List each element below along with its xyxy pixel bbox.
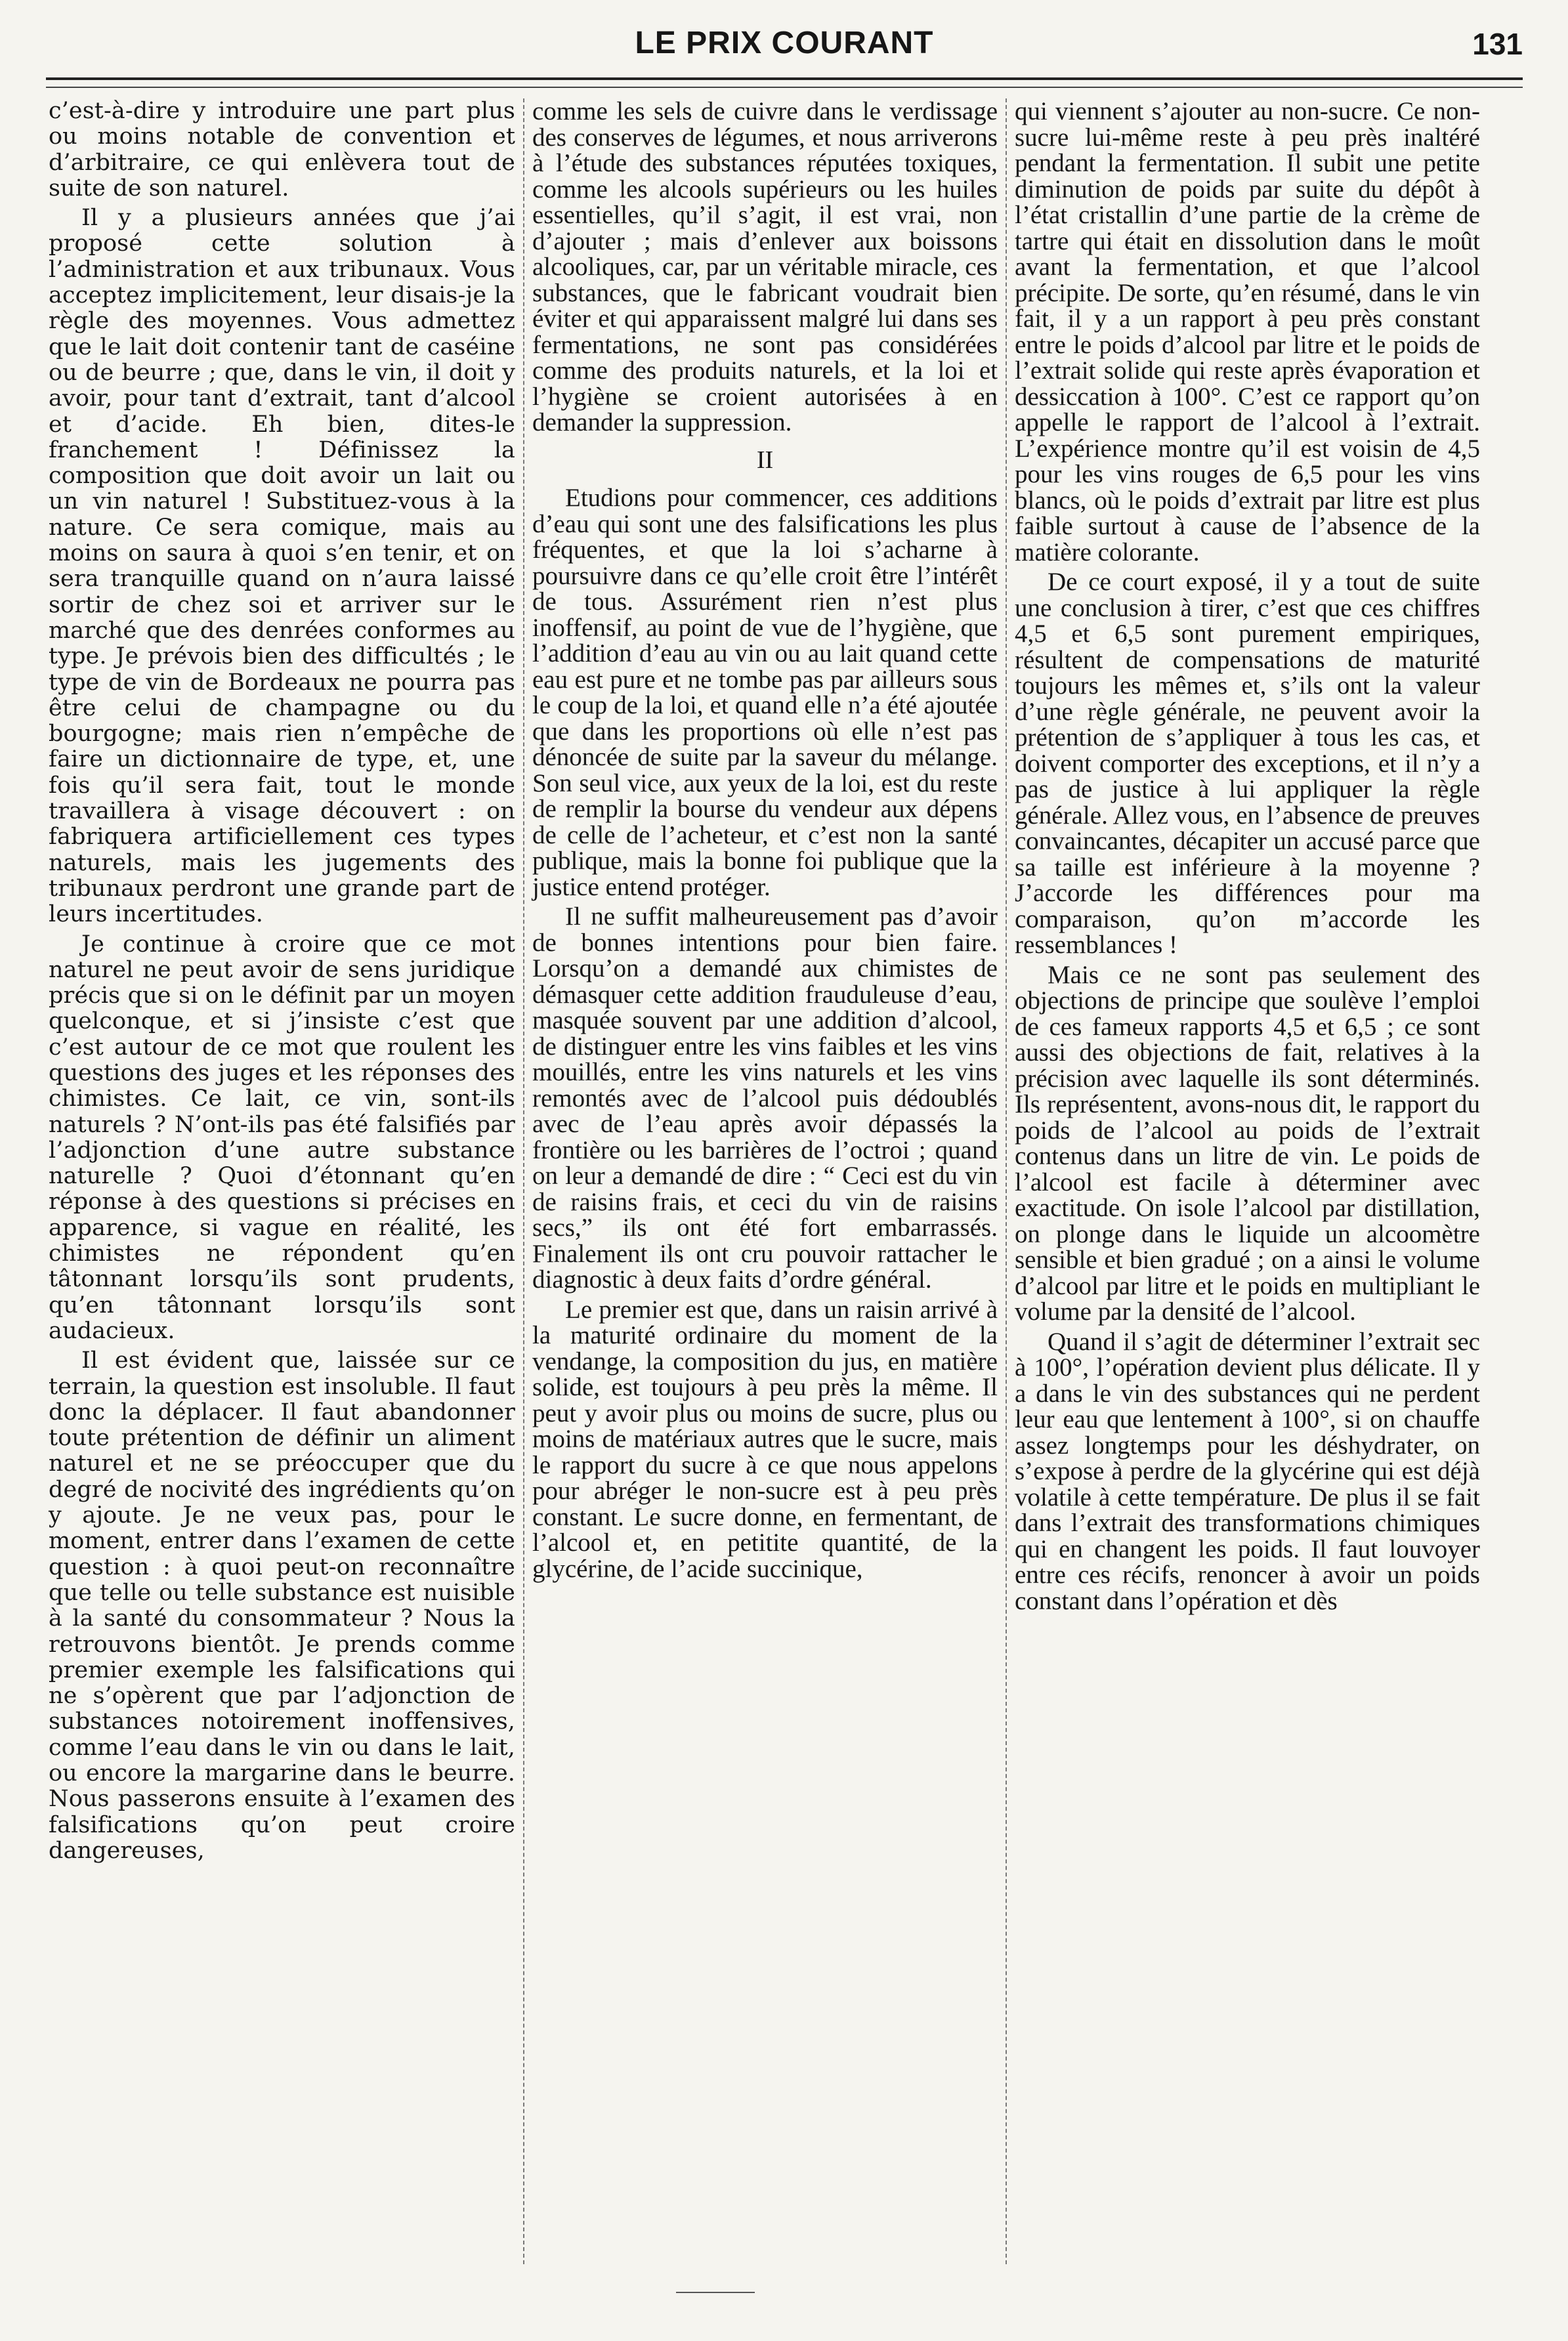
paragraph: Le premier est que, dans un raisin arrivé à la maturité ordinaire du moment de la vendange, la composition du jus, en matière solide, est toujours à peu près la même. Il peut y avoir plus ou moins de sucre, plus ou moins de matériaux autres que le sucre, mais le rapport du sucre à ce que nous appelons pour abréger le non-sucre est à peu près constant. Le sucre donne, en fermentant, de l’alcool et, en petitite quantité, de la glycérine, de l’acide succinique, <box>532 1295 998 1583</box>
paragraph: Quand il s’agit de déterminer l’extrait sec à 100°, l’opération devient plus délicate. Il y a dans le vin des substances qui ne perdent leur eau que lentement à 100°, si on chauffe assez longtemps pour les déshydrater, on s’expose à perdre de la glycérine qui est déjà volatile à cette température. De plus il se fait dans l’extrait des transformations chimiques qui en changent les poids. Il faut louvoyer entre ces récifs, renoncer à avoir un poids constant dans l’opération et dès <box>1015 1327 1480 1615</box>
paragraph: Etudions pour commencer, ces additions d’eau qui sont une des falsifications les plus fréquentes, et que la loi s’acharne à poursuivre dans ce qu’elle croit être l’intérêt de tous. Assurément rien n’est plus inoffensif, au point de vue de l’hygiène, que l’addition d’eau au vin ou au lait quand cette eau est pure et ne tombe pas par ailleurs sous le coup de la loi, et quand elle n’a été ajoutée que dans les proportions où elle n’est pas dénoncée de suite par la saveur du mélange. Son seul vice, aux yeux de la loi, est du reste de remplir la bourse du vendeur aux dépens de celle de l’acheteur, et c’est non la santé publique, mais la bonne foi publique que la justice entend protéger. <box>532 484 998 901</box>
page-header <box>46 18 1523 77</box>
footer-rule <box>676 2292 755 2293</box>
paragraph: comme les sels de cuivre dans le verdissage des conserves de légumes, et nous arriverons à l’étude des substances réputées toxiques, comme les alcools supérieurs ou les huiles essentielles, qu’il s’agit, il est vrai, non d’ajouter ; mais d’enlever aux boissons alcooliques, car, par un véritable miracle, ces substances, que le fabricant voudrait bien éviter et qui apparaissent malgré lui dans ses fermentations, ne sont pas considérées comme des produits naturels, et la loi et l’hygiène se croient autorisées à en demander la suppression. <box>532 98 998 436</box>
text-columns <box>41 98 1527 2264</box>
paragraph: De ce court exposé, il y a tout de suite une conclusion à tirer, c’est que ces chiffres 4,5 et 6,5 sont purement empiriques, résultent de compensations de maturité toujours les mêmes et, s’ils ont la valeur d’une règle générale, ne peuvent avoir la prétention de s’appliquer à tous les cas, et doivent comporter des exceptions, et il n’y a pas de justice à lui appliquer la règle générale. Allez vous, en l’absence de preuves convaincantes, décapiter un accusé parce que sa taille est inférieure à la moyenne ? J’accorde les différences pour ma comparaison, qu’on m’accorde les ressemblances ! <box>1015 568 1480 959</box>
paragraph: Il ne suffit malheureusement pas d’avoir de bonnes intentions pour bien faire. Lorsqu’on a demandé aux chimistes de démasquer cette addition frauduleuse d’eau, masquée souvent par une addition d’alcool, de distinguer entre les vins faibles et les vins mouillés, entre les vins naturels et les vins remontés avec de l’alcool puis dédoublés avec de l’eau après avoir dépassés la frontière ou les barrières de l’octroi ; quand on leur a demandé de dire : “ Ceci est du vin de raisins frais, et ceci du vin de raisins secs,” ils ont été fort embarrassés. Finalement ils ont cru pouvoir rattacher le diagnostic à deux faits d’ordre général. <box>532 902 998 1294</box>
header-rule-thick <box>46 77 1523 80</box>
column-1 <box>41 98 523 2264</box>
paragraph: Il est évident que, laissée sur ce terrain, la question est insoluble. Il faut donc la déplacer. Il faut abandonner toute prétention de définir un aliment naturel et ne se préoccuper que du degré de nocivité des ingrédients qu’on y ajoute. Je ne veux pas, pour le moment, entrer dans l’examen de cette question : à quoi peut-on reconnaître que telle ou telle substance est nuisible à la santé du consommateur ? Nous la retrouvons bientôt. Je prends comme premier exemple les falsifications qui ne s’opèrent que par l’adjonction de substances notoirement inoffensives, comme l’eau dans le vin ou dans le lait, ou encore la margarine dans le beurre. Nous passerons ensuite à l’examen des falsifications qu’on peut croire dangereuses, <box>49 1347 515 1864</box>
paragraph: c’est-à-dire y introduire une part plus ou moins notable de convention et d’arbitraire, ce qui enlèvera tout de suite de son naturel. <box>49 98 515 201</box>
paragraph: qui viennent s’ajouter au non-sucre. Ce non-sucre lui-même reste à peu près inaltéré pendant la fermentation. Il subit une petite diminution de poids par suite du dépôt à l’état cristallin d’une partie de la crème de tartre qui était en dissolution dans le moût avant la fermentation, et que l’alcool précipite. De sorte, qu’en résumé, dans le vin fait, il y a un rapport à peu près constant entre le poids d’alcool par litre et le poids de l’extrait solide qui reste après évaporation et dessiccation à 100°. C’est ce rapport qu’on appelle le rapport de l’alcool à l’extrait. L’expérience montre qu’il est voisin de 4,5 pour les vins rouges de 6,5 pour les vins blancs, où le poids d’extrait par litre est plus faible surtout à cause de l’absence de la matière colorante. <box>1015 98 1480 566</box>
paragraph: Il y a plusieurs années que j’ai proposé cette solution à l’administration et aux tribunaux. Vous acceptez implicitement, leur disais-je la règle des moyennes. Vous admettez que le lait doit contenir tant de caséine ou de beurre ; que, dans le vin, il doit y avoir, pour tant d’extrait, tant d’alcool et d’acide. Eh bien, dites-le franchement ! Définissez la composition que doit avoir un lait ou un vin naturel ! Substituez-vous à la nature. Ce sera comique, mais au moins on saura à quoi s’en tenir, et on sera tranquille quand on n’aura laissé sortir de chez soi et arriver sur le marché que des denrées conformes au type. Je prévois bien des difficultés ; le type de vin de Bordeaux ne pourra pas être celui de champagne ou du bourgogne; mais rien n’empêche de faire un dictionnaire de type, et, une fois qu’il sera fait, tout le monde travaillera à visage découvert : on fabriquera artificiellement ces types naturels, mais les jugements des tribunaux perdront une grande part de leurs incertitudes. <box>49 205 515 928</box>
paragraph: Je continue à croire que ce mot naturel ne peut avoir de sens juridique précis que si on le définit par un moyen quelconque, et si j’insiste c’est que c’est autour de ce mot que roulent les questions des juges et les réponses des chimistes. Ce lait, ce vin, sont-ils naturels ? N’ont-ils pas été falsifiés par l’adjonction d’une autre substance naturelle ? Quoi d’étonnant qu’en réponse à des questions si précises en apparence, si vague en réalité, les chimistes ne répondent qu’en tâtonnant lorsqu’ils sont prudents, qu’en tâtonnant lorsqu’ils sont audacieux. <box>49 931 515 1344</box>
paragraph: Mais ce ne sont pas seulement des objections de principe que soulève l’emploi de ces fameux rapports 4,5 et 6,5 ; ce sont aussi des objections de fait, relatives à la précision avec laquelle ils sont déterminés. Ils représentent, avons-nous dit, le rapport du poids de l’alcool au poids de l’extrait contenus dans un litre de vin. Le poids de l’alcool est facile à déterminer avec exactitude. On isole l’alcool par distillation, on plonge dans le liquide un alcoomètre sensible et bien gradué ; on a ainsi le volume d’alcool par litre et le poids en multipliant le volume par la densité de l’alcool. <box>1015 960 1480 1326</box>
section-heading: II <box>756 446 774 474</box>
column-3 <box>1006 98 1488 2264</box>
header-rule-thin <box>46 87 1523 88</box>
journal-title: LE PRIX COURANT <box>635 26 934 60</box>
page-number: 131 <box>1472 27 1523 61</box>
column-2 <box>523 98 1006 2264</box>
